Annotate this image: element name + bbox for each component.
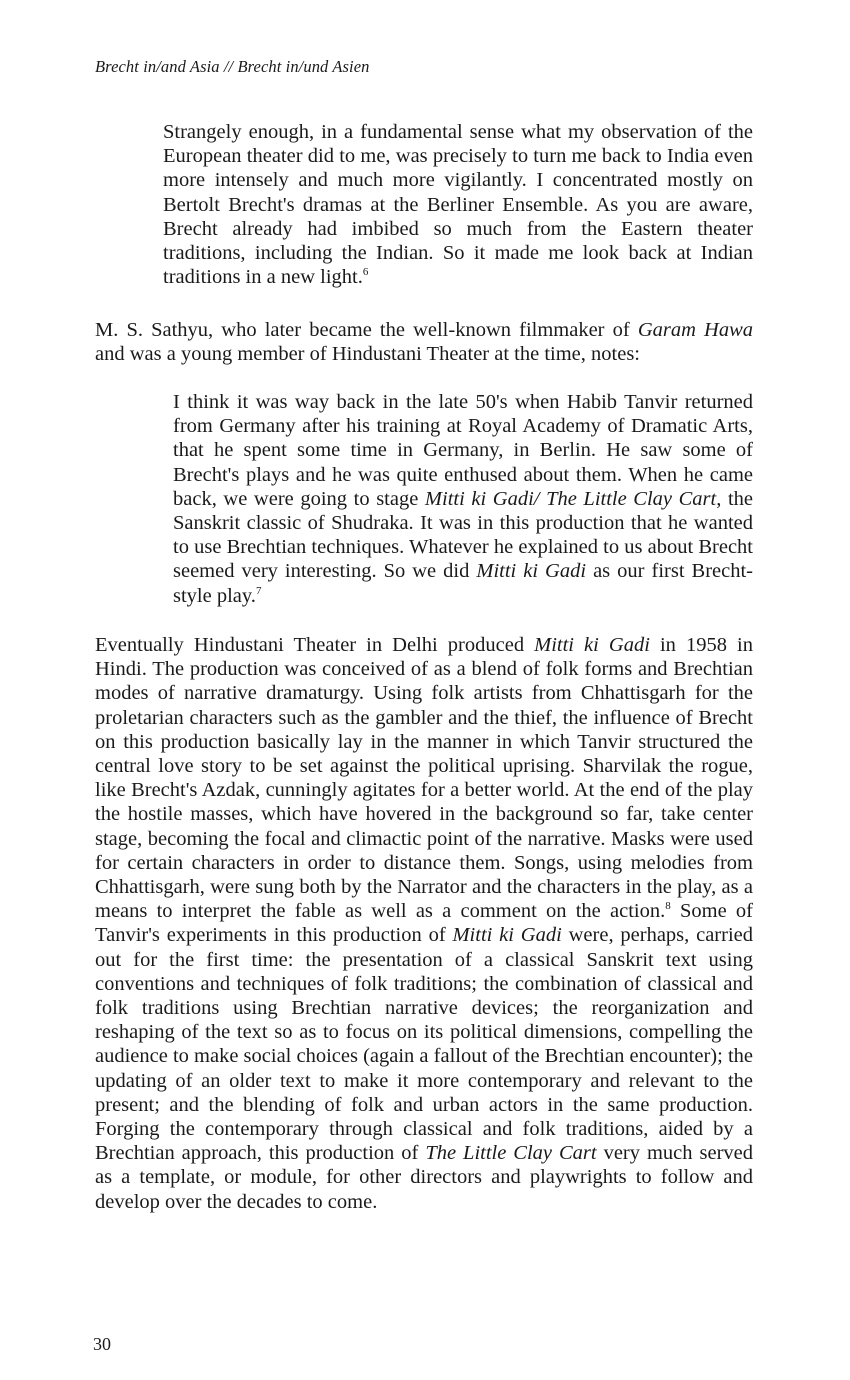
para-2-text-c: Some of Tanvir's experiments in this production of [95,900,754,947]
play-title-b: Mitti ki Gadi [476,560,587,583]
play-title-d: Mitti ki Gadi [452,924,562,947]
quote-2-text-c: as our first Brecht-style play. [173,560,753,607]
para-1-text-b: and was a young member of Hindustani Theater at the time, notes: [95,343,641,366]
quote-2-text-a: I think it was way back in the late 50's when Habib Tanvir returned from Germany after his training at Royal Academy of Dramatic Arts, that he spent some time in Germany, in Berlin. He saw some of Brecht's plays and he was quite enthused about them. When he came back, we were going to stage [173,391,753,510]
play-title-c: Mitti ki Gadi [534,634,650,656]
play-title-a: Mitti ki Gadi/ The Little Clay Cart [424,487,717,510]
para-1-text-a: M. S. Sathyu, who later became the well-known filmmaker of [95,319,638,341]
para-2-text-a: Eventually Hindustani Theater in Delhi produced [95,634,535,656]
page-number: 30 [93,1334,111,1354]
para-2-text-d: were, perhaps, carried out for the first time: the presentation of a classical Sanskrit text using conventions and techniques of folk traditions; the combination of classical and folk traditions using Brechtian narrative devices; the reorganization and reshaping of the text so as to focus on its political dimensions, compelling the audience to make social choices (again a fallout of the Brechtian encounter); the updating of an older text to make it more contemporary and relevant to the present; and the blending of folk and urban actors in the same production. Forging the contemporary through classical and folk traditions, aided by a Brechtian approach, this production of [95,924,753,1165]
block-quote-2 [173,390,753,608]
body-paragraph-2 [95,633,753,1214]
quote-1-text: Strangely enough, in a fundamental sense what my observation of the European theater did to me, was precisely to turn me back to India even more intensely and much more vigilantly. I concentrated mostly on Bertolt Brecht's dramas at the Berliner Ensemble. As you are aware, Brecht already had imbibed so much from the Eastern theater traditions, including the Indian. So it made me look back at Indian traditions in a new light. [163,121,753,289]
quote-2-text-b: , the Sanskrit classic of Shudraka. It was in this production that he wanted to use Brechtian techniques. Whatever he explained to us about Brecht seemed very interesting. So we did [173,487,753,583]
para-2-text-e: very much served as a template, or module, for other directors and playwrights to follow and develop over the decades to come. [95,1142,754,1213]
footnote-ref-6[interactable]: 6 [362,266,369,279]
body-paragraph-1 [95,318,753,366]
play-title-e: The Little Clay Cart [425,1142,597,1165]
block-quote-1 [163,120,753,289]
para-2-text-b: in 1958 in Hindi. The production was conceived of as a blend of folk forms and Brechtian modes of narrative dramaturgy. Using folk artists from Chhattisgarh for the proletarian characters such as the gambler and the thief, the influence of Brecht on this production basically lay in the manner in which Tanvir structured the central love story to be set against the political uprising. Sharvilak the rogue, like Brecht's Azdak, cunningly agitates for a better world. At the end of the play the hostile masses, which have hovered in the background so far, take center stage, becoming the focal and climactic point of the narrative. Masks were used for certain characters in order to distance them. Songs, using melodies from Chhattisgarh, were sung both by the Narrator and the characters in the play, as a means to interpret the fable as well as a comment on the action. [95,634,753,923]
footnote-ref-8[interactable]: 8 [665,900,671,913]
footnote-ref-7[interactable]: 7 [255,584,262,597]
running-header: Brecht in/and Asia // Brecht in/und Asien [95,57,370,76]
film-title: Garam Hawa [637,319,753,341]
